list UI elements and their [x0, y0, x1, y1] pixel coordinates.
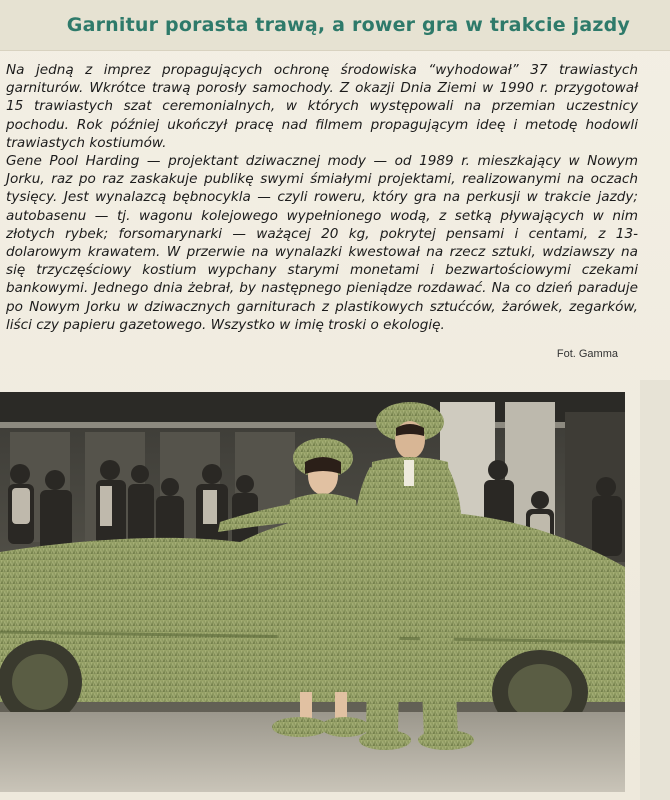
- article-title: Garnitur porasta trawą, a rower gra w trakcie jazdy: [66, 14, 630, 36]
- title-bar: [0, 0, 670, 51]
- grass-costume-photo: [0, 392, 625, 792]
- page-margin: [640, 380, 670, 800]
- photo-credit: Fot. Gamma: [556, 348, 618, 360]
- article-photo: [0, 392, 625, 792]
- article-paragraph-2: Gene Pool Harding — projektant dziwacznej mody — od 1989 r. mieszkający w Nowym Jorku, raz po raz zaskakuje publikę swymi śmiałymi projektami, realizowanymi na oczach tysięcy. Jest wynalazcą bębnocykla — czyli roweru, który gra na perkusji w trakcie jazdy; autobasenu — tj. wagonu kolejowego wypełnionego wodą, z setką pływających w nim złotych rybek; forsomarynarki — ważącej 20 kg, pokrytej pensami i centami, z 13-dolarowym krawatem. W przerwie na wynalazki kwestował na rzecz sztuki, wdziawszy na się trzyczęściowy kostium wypchany starymi monetami i bezwartościowymi czekami bankowymi. Jednego dnia żebrał, by następnego pieniądze rozdawać. Na co dzień paraduje po Nowym Jorku w dziwacznych garniturach z plastikowych sztućców, żarówek, zegarków, liści czy papieru gazetowego. Wszystko w imię troski o ekologię.: [6, 153, 638, 333]
- article-body: [6, 61, 638, 334]
- article-paragraph-1: Na jedną z imprez propagujących ochronę środowiska “wyhodował” 37 trawiastych garniturów. Wkrótce trawą porosły samochody. Z okazji Dnia Ziemi w 1990 r. przygotował 15 trawiastych szat ceremonialnych, w których występowali na przemian uczestnicy pochodu. Rok później ukończył pracę nad filmem propagującym ideę i metodę hodowli trawiastych kostiumów.: [6, 62, 638, 151]
